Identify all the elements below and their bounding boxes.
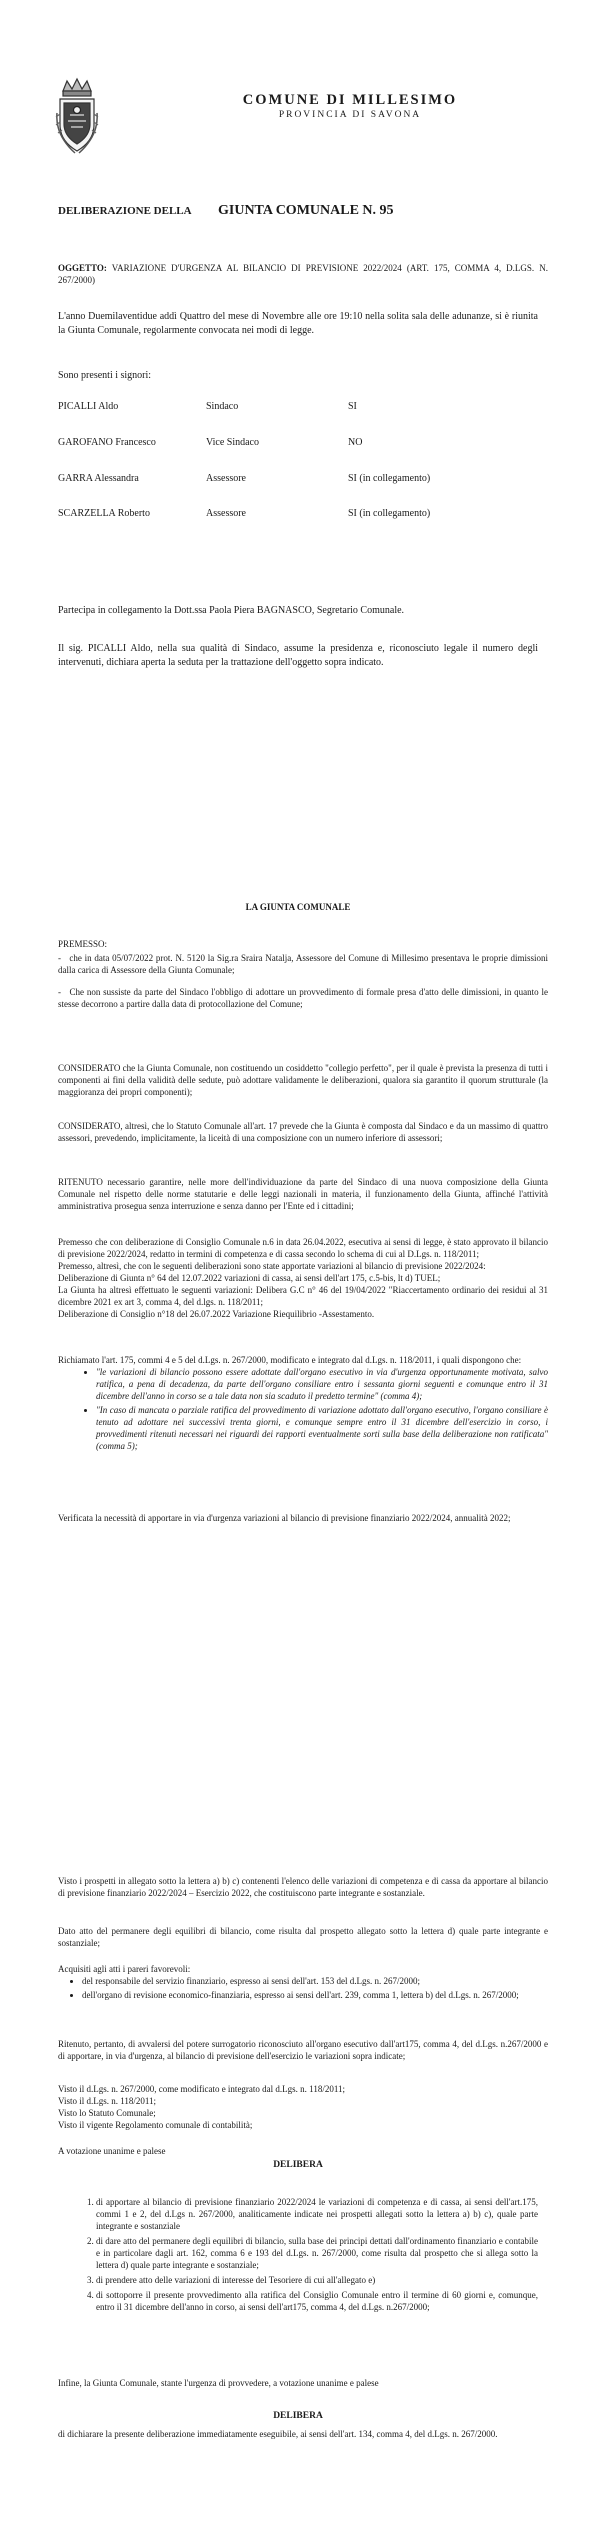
acquisiti-block — [58, 1963, 548, 2003]
provincia-subtitle: PROVINCIA DI SAVONA — [278, 110, 422, 120]
delibera-heading: DELIBERA — [273, 2160, 323, 2170]
ritenuto-paragraph: RITENUTO necessario garantire, nelle more dell'individuazione da parte del Sindaco di una nuova composizione della Giunta Comunale nel rispetto delle norme statutarie e delle leggi nazionali in materia, il funzionamento della Giunta, affinché l'attività amministrativa prosegua senza interruzione e senza danno per l'Ente ed i cittadini; — [58, 1177, 548, 1211]
oggetto-label: OGGETTO: — [58, 263, 107, 273]
member-presence: SI — [348, 401, 357, 412]
premesso-bilancio-block — [58, 1236, 548, 1320]
giunta-heading: LA GIUNTA COMUNALE — [245, 902, 351, 912]
delibera-item: 3. di prendere atto delle variazioni di interesse del Tesoriere di cui all'allegato e) — [96, 2274, 538, 2286]
considerato-paragraph: CONSIDERATO che la Giunta Comunale, non costituendo un cosiddetto "collegio perfetto", per il quale è prevista la presenza di tutti i componenti ai fini della validità delle sedute, può adottare validamente le deliberazioni, qualora sia garantito il quorum strutturale (la maggioranza dei propri componenti); — [58, 1063, 548, 1097]
member-role: Vice Sindaco — [206, 437, 259, 448]
dato-atto-paragraph: Dato atto del permanere degli equilibri di bilancio, come risulta dal prospetto allegato sotto la lettera d) quale parte integrante e sostanziale; — [58, 1926, 548, 1948]
visto-line: Visto lo Statuto Comunale; — [58, 2108, 156, 2118]
richiamato-block — [58, 1354, 548, 1454]
member-role: Sindaco — [206, 401, 239, 412]
member-role: Assessore — [206, 508, 246, 519]
acquisiti-item: • del responsabile del servizio finanziario, espresso ai sensi dell'art. 153 del d.Lgs. n. 267/2000; — [82, 1975, 548, 1987]
member-role: Assessore — [206, 473, 246, 484]
verificata-paragraph: Verificata la necessità di apportare in via d'urgenza variazioni al bilancio di previsione finanziario 2022/2024, annualità 2022; — [58, 1513, 511, 1523]
premesso-line: Deliberazione di Consiglio n°18 del 26.07.2022 Variazione Riequilibrio -Assestamento. — [58, 1309, 375, 1319]
premesso-line: Deliberazione di Giunta n° 64 del 12.07.2022 variazioni di cassa, ai sensi dell'art 175, c.5-bis, lt d) TUEL; — [58, 1273, 441, 1283]
member-presence: NO — [348, 437, 363, 448]
acquisiti-label: Acquisiti agli atti i pareri favorevoli: — [58, 1964, 191, 1974]
member-presence: SI (in collegamento) — [348, 508, 431, 519]
acquisiti-item: • dell'organo di revisione economico-finanziaria, espresso ai sensi dell'art. 239, comma 1, lettera b) del d.Lgs. n. 267/2000; — [82, 1989, 548, 2001]
votazione-line: A votazione unanime e palese — [58, 2146, 166, 2156]
deliberazione-label: DELIBERAZIONE DELLA — [58, 205, 192, 217]
premesso-line: La Giunta ha altresì effettuato le seguenti variazioni: Delibera G.C n° 46 del 19/04/2022 "Riaccertamento ordinario dei residui al 31 dicembre 2021 ex art 3, comma 4, del d.lgs. n. 118/2011; — [58, 1285, 548, 1307]
delibera-item: 1. di apportare al bilancio di previsione finanziario 2022/2024 le variazioni di competenza e di cassa, ai sensi dell'art.175, commi 1 e 2, del d.Lgs n. 267/2000, analiticamente indicate nei prospetti allegati sotto la lettera a) b) c), quale parte integrante e sostanziale — [96, 2196, 538, 2232]
infine-paragraph: Infine, la Giunta Comunale, stante l'urgenza di provvedere, a votazione unanime e palese — [58, 2378, 379, 2388]
segretario-paragraph: Partecipa in collegamento la Dott.ssa Paola Piera BAGNASCO, Segretario Comunale. — [58, 605, 405, 616]
premesso-item: - che in data 05/07/2022 prot. N. 5120 la Sig.ra Sraira Natalja, Assessore del Comune di Millesimo presentava le proprie dimissioni dalla carica di Assessore della Giunta Comunale; — [58, 953, 548, 975]
intro-paragraph: L'anno Duemilaventidue addì Quattro del mese di Novembre alle ore 19:10 nella solita sala delle adunanze, si è riunita la Giunta Comunale, regolarmente convocata nei modi di legge. — [58, 311, 538, 336]
presenti-label: Sono presenti i signori: — [58, 370, 152, 381]
premesso-line: Premesso che con deliberazione di Consiglio Comunale n.6 in data 26.04.2022, esecutiva ai sensi di legge, è stato approvato il bilancio di previsione 2022/2024, redatto in termini di competenza e di cassa secondo lo schema di cui al D.Lgs. n. 118/2011; — [58, 1237, 548, 1259]
final-paragraph: di dichiarare la presente deliberazione immediatamente eseguibile, ai sensi dell'art. 134, comma 4, del d.Lgs. n. 267/2000. — [58, 2429, 498, 2439]
member-name: PICALLI Aldo — [58, 401, 119, 412]
delibera-item: 4. di sottoporre il presente provvedimento alla ratifica del Consiglio Comunale entro il termine di 60 giorni e, comunque, entro il 31 dicembre dell'anno in corso, ai sensi dell'art175, comma 4, del d.Lgs. n.267/2000; — [96, 2289, 538, 2313]
comune-title: COMUNE DI MILLESIMO — [242, 92, 458, 108]
richiamato-item: • "In caso di mancata o parziale ratifica del provvedimento di variazione adottato dall'organo esecutivo, l'organo consiliare è tenuto ad adottare nei successivi trenta giorni, e comunque sempre entro il 31 dicembre dell'esercizio in corso, i provvedimenti ritenuti necessari nei riguardi dei rapporti eventualmente sorti sulla base della deliberazione non ratificata" (comma 5); — [96, 1404, 548, 1452]
sindaco-paragraph: Il sig. PICALLI Aldo, nella sua qualità di Sindaco, assume la presidenza e, riconosciuto legale il numero degli intervenuti, dichiara aperta la seduta per la trattazione dell'oggetto sopra indicato. — [58, 643, 538, 668]
ritenuto-surrogatorio-paragraph: Ritenuto, pertanto, di avvalersi del potere surrogatorio riconosciuto all'organo esecutivo dall'art175, comma 4, del d.Lgs. n.267/2000 e di apportare, in via d'urgenza, al bilancio di previsione dell'esercizio le variazioni sopra indicate; — [58, 2039, 548, 2061]
richiamato-list — [72, 1366, 548, 1452]
visto-line: Visto il d.Lgs. n. 118/2011; — [58, 2096, 157, 2106]
premesso-item: - Che non sussiste da parte del Sindaco l'obbligo di adottare un provvedimento di formale presa d'atto delle dimissioni, in quanto le stesse decorrono a partire dalla data di protocollazione del Comune; — [58, 987, 549, 1009]
considerato-paragraph: CONSIDERATO, altresì, che lo Statuto Comunale all'art. 17 prevede che la Giunta è composta dal Sindaco e da un massimo di quattro assessori, prevedendo, implicitamente, la liceità di una composizione con un numero inferiore di assessori; — [58, 1121, 548, 1143]
visto-line: Visto il d.Lgs. n. 267/2000, come modificato e integrato dal d.Lgs. n. 118/2011; — [58, 2084, 346, 2094]
delibera-list-block — [76, 2196, 538, 2316]
premesso-line: Premesso, altresì, che con le seguenti deliberazioni sono state apportate variazioni al bilancio di previsione 2022/2024: — [58, 1261, 486, 1271]
delibera-list — [76, 2196, 538, 2313]
member-name: GAROFANO Francesco — [58, 437, 156, 448]
richiamato-item: • "le variazioni di bilancio possono essere adottate dall'organo esecutivo in via d'urgenza opportunamente motivata, salvo ratifica, a pena di decadenza, da parte dell'organo consiliare entro i sessanta giorni seguenti e comunque entro il 31 dicembre dell'anno in corso se a tale data non sia scaduto il predetto termine" (comma 4); — [96, 1366, 548, 1402]
oggetto-text: VARIAZIONE D'URGENZA AL BILANCIO DI PREVISIONE 2022/2024 (ART. 175, COMMA 4, D.LGS. N. 267/2000) — [58, 263, 548, 285]
richiamato-paragraph: Richiamato l'art. 175, commi 4 e 5 del d.Lgs. n. 267/2000, modificato e integrato dal d.Lgs. n. 118/2011, i quali dispongono che: — [58, 1355, 522, 1365]
acquisiti-list — [58, 1975, 548, 2001]
member-name: SCARZELLA Roberto — [58, 508, 150, 519]
giunta-number-title: GIUNTA COMUNALE N. 95 — [218, 203, 394, 218]
visto-line: Visto il vigente Regolamento comunale di contabilità; — [58, 2120, 253, 2130]
visti-block — [58, 2083, 548, 2131]
visto-prospetti-paragraph: Visto i prospetti in allegato sotto la lettera a) b) c) contenenti l'elenco delle variazioni di competenza e di cassa da apportare al bilancio di previsione finanziario 2022/2024 – Esercizio 2022, che costituiscono parte integrante e sostanziale. — [58, 1876, 548, 1898]
member-presence: SI (in collegamento) — [348, 473, 431, 484]
oggetto-block — [58, 262, 548, 286]
delibera-heading-final: DELIBERA — [273, 2411, 323, 2421]
municipal-crest — [53, 77, 101, 157]
member-name: GARRA Alessandra — [58, 473, 139, 484]
delibera-item: 2. di dare atto del permanere degli equilibri di bilancio, sulla base dei principi dettati dall'ordinamento finanziario e contabile e in particolare dagli art. 162, comma 6 e 193 del d.Lgs. n. 267/2000, come risulta dal prospetto che si allega sotto la lettera d) quale parte integrante e sostanziale; — [96, 2235, 538, 2271]
premesso-label: PREMESSO: — [58, 939, 108, 949]
premesso-section — [58, 938, 548, 1010]
